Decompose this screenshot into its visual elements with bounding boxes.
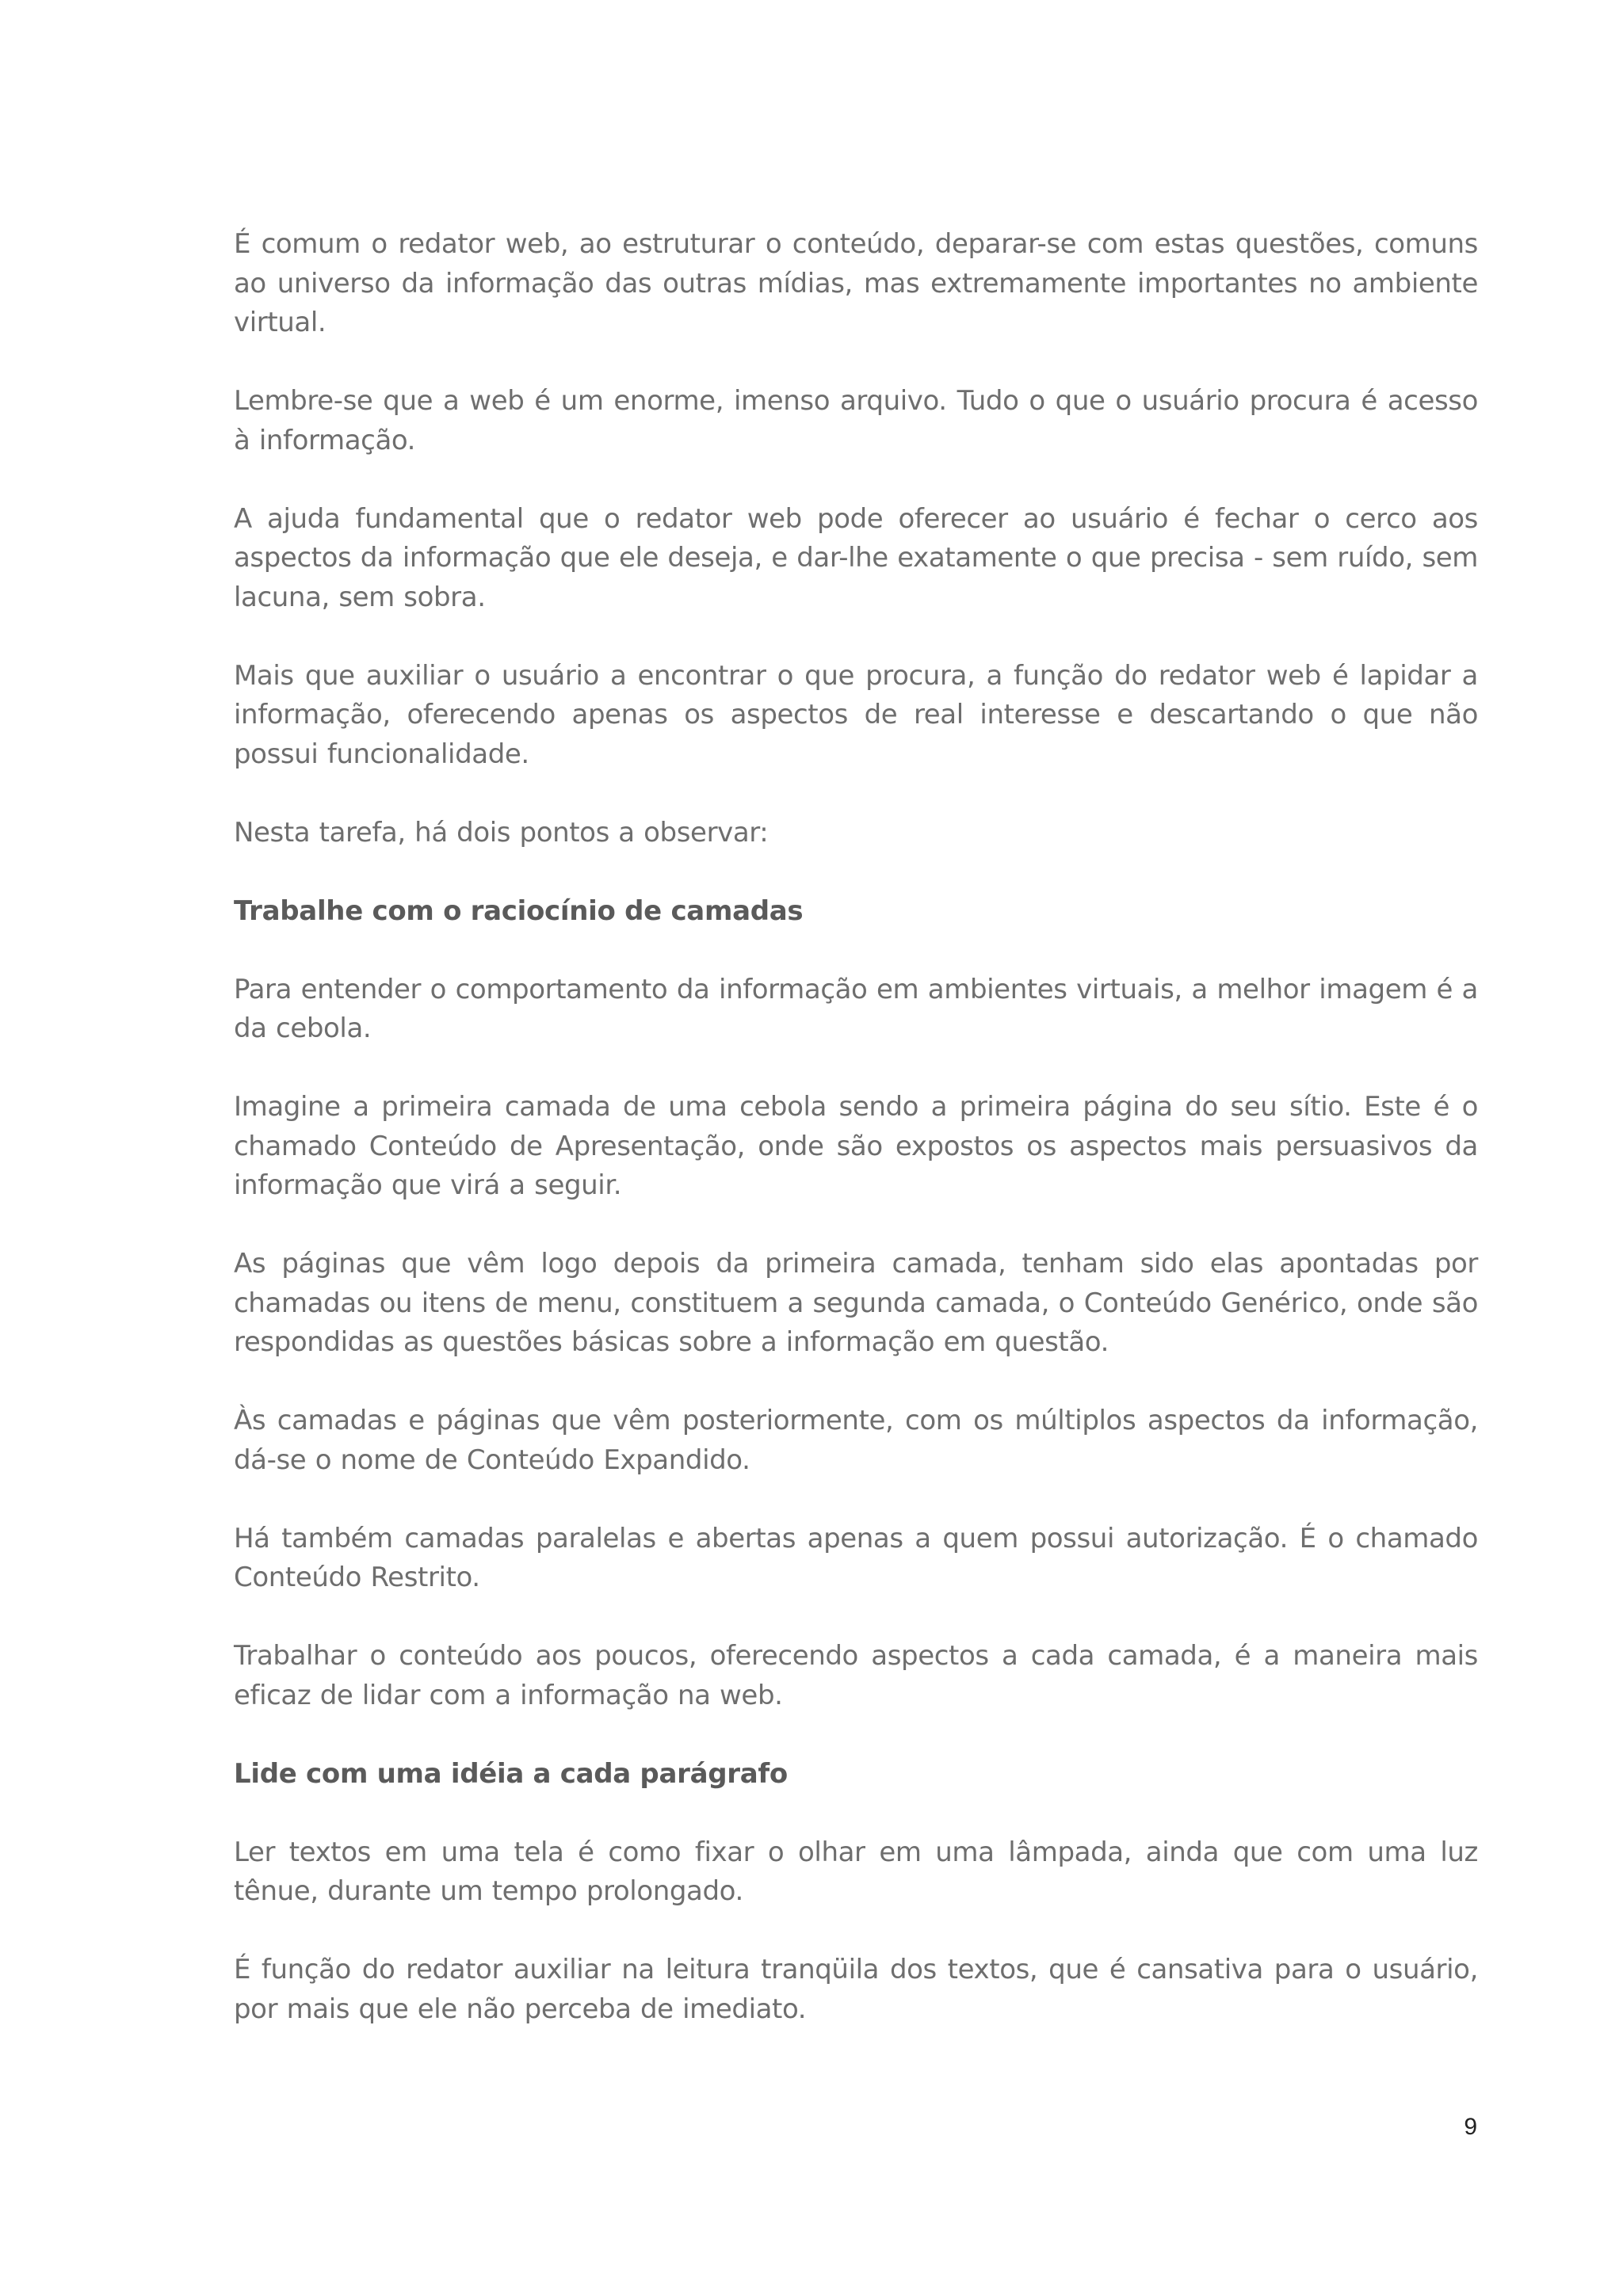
page-body bbox=[234, 225, 1478, 2069]
paragraph: É comum o redator web, ao estruturar o conteúdo, deparar-se com estas questões, comuns ao universo da informação das outras mídias, mas extremamente importantes no ambiente virtual. bbox=[234, 228, 1478, 338]
paragraph: Lembre-se que a web é um enorme, imenso arquivo. Tudo o que o usuário procura é acesso à informação. bbox=[234, 385, 1478, 456]
paragraph: Nesta tarefa, há dois pontos a observar: bbox=[234, 816, 769, 849]
paragraph: As páginas que vêm logo depois da primeira camada, tenham sido elas apontadas por chamadas ou itens de menu, constituem a segunda camada, o Conteúdo Genérico, onde são respondidas as questões básicas sobre a informação em questão. bbox=[234, 1248, 1478, 1358]
paragraph: Imagine a primeira camada de uma cebola sendo a primeira página do seu sítio. Este é o chamado Conteúdo de Apresentação, onde são expostos os aspectos mais persuasivos da informação que virá a seguir. bbox=[234, 1091, 1478, 1201]
paragraph: Há também camadas paralelas e abertas apenas a quem possui autorização. É o chamado Conteúdo Restrito. bbox=[234, 1522, 1478, 1593]
paragraph: É função do redator auxiliar na leitura tranqüila dos textos, que é cansativa para o usuário, por mais que ele não perceba de imediato. bbox=[234, 1954, 1478, 2025]
section-heading: Lide com uma idéia a cada parágrafo bbox=[234, 1757, 788, 1790]
paragraph: Trabalhar o conteúdo aos poucos, oferecendo aspectos a cada camada, é a maneira mais eficaz de lidar com a informação na web. bbox=[234, 1640, 1478, 1711]
paragraph: Às camadas e páginas que vêm posteriormente, com os múltiplos aspectos da informação, dá-se o nome de Conteúdo Expandido. bbox=[234, 1405, 1478, 1476]
section-heading: Trabalhe com o raciocínio de camadas bbox=[234, 894, 804, 927]
paragraph: Ler textos em uma tela é como fixar o olhar em uma lâmpada, ainda que com uma luz tênue, durante um tempo prolongado. bbox=[234, 1836, 1478, 1907]
page-number: 9 bbox=[1464, 2114, 1477, 2140]
paragraph: Mais que auxiliar o usuário a encontrar o que procura, a função do redator web é lapidar a informação, oferecendo apenas os aspectos de real interesse e descartando o que não possui funcionalidade. bbox=[234, 659, 1478, 770]
paragraph: Para entender o comportamento da informação em ambientes virtuais, a melhor imagem é a da cebola. bbox=[234, 973, 1478, 1044]
paragraph: A ajuda fundamental que o redator web pode oferecer ao usuário é fechar o cerco aos aspectos da informação que ele deseja, e dar-lhe exatamente o que precisa - sem ruído, sem lacuna, sem sobra. bbox=[234, 502, 1478, 613]
